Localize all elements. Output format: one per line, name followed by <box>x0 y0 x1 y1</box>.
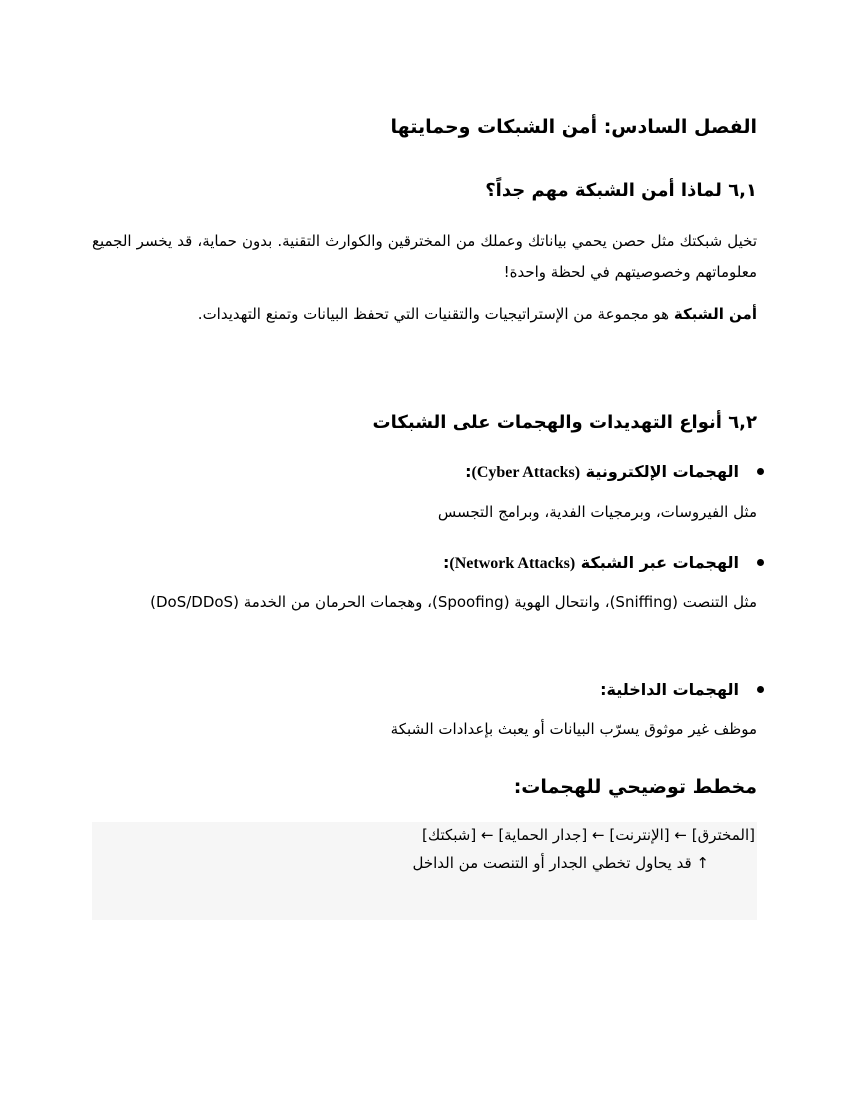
chapter-title: الفصل السادس: أمن الشبكات وحمايتها <box>390 116 757 138</box>
bullet-internal-attacks <box>99 680 764 699</box>
bullet-network-attacks-body: مثل التنصت (Sniffing)، وانتحال الهوية (Spoofing)، وهجمات الحرمان من الخدمة (DoS/DDoS) <box>150 593 757 611</box>
section-6-1-intro: تخيل شبكتك مثل حصن يحمي بياناتك وعملك من المخترقين والكوارث التقنية. بدون حماية، قد يخسر الجميع معلوماتهم وخصوصيتهم في لحظة واحدة! <box>92 232 757 281</box>
bullet-title-ar: الهجمات الإلكترونية <box>585 462 739 481</box>
bullet-title-en: (Cyber Attacks) <box>471 464 581 481</box>
bullet-dot-icon <box>757 468 764 475</box>
definition-text: هو مجموعة من الإستراتيجيات والتقنيات التي تحفظ البيانات وتمنع التهديدات. <box>197 305 674 323</box>
document-page <box>92 0 757 1100</box>
diagram-heading: مخطط توضيحي للهجمات: <box>513 776 757 798</box>
section-6-2-heading: ٦,٢ أنواع التهديدات والهجمات على الشبكات <box>372 412 757 433</box>
network-security-definition <box>92 299 757 330</box>
bullet-dot-icon <box>757 686 764 693</box>
bullet-dot-icon <box>757 559 764 566</box>
bullet-cyber-attacks-body: مثل الفيروسات، وبرمجيات الفدية، وبرامج التجسس <box>437 503 757 521</box>
bullet-title-suffix: : <box>465 462 472 481</box>
bullet-cyber-attacks <box>99 462 764 482</box>
diagram-flow-line: [المخترق] ← [الإنترنت] ← [جدار الحماية] ← [شبكتك] <box>421 826 755 844</box>
bullet-internal-attacks-body: موظف غير موثوق يسرّب البيانات أو يعبث بإعدادات الشبكة <box>390 720 757 738</box>
bullet-title-ar: الهجمات عبر الشبكة <box>580 553 739 572</box>
bullet-network-attacks <box>99 553 764 573</box>
definition-term: أمن الشبكة <box>673 305 757 323</box>
section-6-1-heading: ٦,١ لماذا أمن الشبكة مهم جداً؟ <box>485 180 757 201</box>
bullet-title-suffix: : <box>443 553 450 572</box>
bullet-title-ar: الهجمات الداخلية: <box>600 680 739 699</box>
bullet-title-en: (Network Attacks) <box>449 555 576 572</box>
attack-diagram-box <box>92 822 757 920</box>
diagram-note-line: ↑ قد يحاول تخطي الجدار أو التنصت من الداخل <box>412 854 709 872</box>
